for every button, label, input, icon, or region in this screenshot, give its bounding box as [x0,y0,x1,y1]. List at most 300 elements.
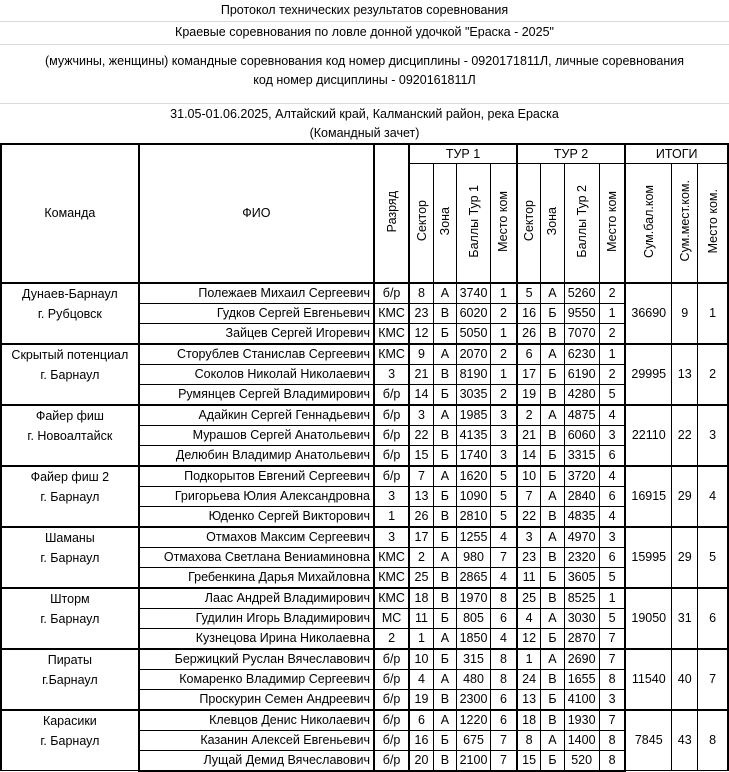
tour1-place: 1 [491,364,517,384]
athlete-rank: б/р [374,730,409,750]
tour1-zone: Б [433,608,456,628]
team-name: Пираты [47,652,93,667]
tour1-points: 1620 [456,466,490,487]
tour2-points: 6190 [564,364,599,384]
tour2-zone: В [541,547,564,567]
tour1-place: 7 [491,547,517,567]
column-header-sum-places: Сум.мест.ком. [672,163,698,283]
tour1-zone: В [433,303,456,323]
athlete-rank: б/р [374,689,409,710]
column-header-points-t1: Баллы Тур 1 [456,163,490,283]
team-name-cell [1,344,139,405]
team-name-cell [1,405,139,466]
tour1-place: 7 [491,730,517,750]
tour1-points: 3740 [456,283,490,304]
tour2-zone: Б [541,445,564,466]
team-city: г. Барнаул [40,550,100,565]
tour1-points: 2070 [456,344,490,365]
team-city: г. Барнаул [40,489,100,504]
tour2-place: 6 [599,547,625,567]
tour2-place: 3 [599,425,625,445]
tour1-points: 5050 [456,323,490,344]
tour1-place: 5 [491,506,517,527]
tour1-zone: Б [433,384,456,405]
tour1-place: 2 [491,303,517,323]
athlete-rank: б/р [374,425,409,445]
tour2-points: 3605 [564,567,599,588]
tour2-sector: 2 [517,405,541,426]
tour2-sector: 26 [517,323,541,344]
athlete-rank: 2 [374,628,409,649]
tour1-sector: 22 [409,425,433,445]
tour2-sector: 13 [517,689,541,710]
tour2-place: 7 [599,710,625,731]
tour2-sector: 8 [517,730,541,750]
tour1-sector: 18 [409,588,433,609]
athlete-rank: КМС [374,303,409,323]
tour2-place: 4 [599,405,625,426]
tour2-sector: 15 [517,750,541,771]
athlete-rank: МС [374,608,409,628]
tour1-points: 2100 [456,750,490,771]
tour2-zone: В [541,506,564,527]
column-header-totals: ИТОГИ [625,144,728,163]
athlete-name: Соколов Николай Николаевич [139,364,374,384]
tour1-zone: В [433,364,456,384]
athlete-name: Зайцев Сергей Игоревич [139,323,374,344]
team-city: г. Новоалтайск [27,428,113,443]
tour2-sector: 1 [517,649,541,670]
table-row [1,649,728,670]
tour1-sector: 19 [409,689,433,710]
athlete-rank: б/р [374,649,409,670]
tour2-points: 3030 [564,608,599,628]
discipline-codes-line1: (мужчины, женщины) командные соревнования код номер дисциплины - 0920171811Л, личные соревнования [44,54,685,68]
tour2-points: 2690 [564,649,599,670]
tour2-points: 2870 [564,628,599,649]
tour1-place: 2 [491,344,517,365]
tour2-zone: В [541,384,564,405]
tour1-points: 6020 [456,303,490,323]
tour2-zone: А [541,608,564,628]
athlete-name: Адайкин Сергей Геннадьевич [139,405,374,426]
team-name-cell [1,466,139,527]
column-header-zone-t2: Зона [541,163,564,283]
tour2-place: 2 [599,323,625,344]
tour2-place: 5 [599,384,625,405]
tour2-zone: В [541,323,564,344]
athlete-name: Лущай Демид Вячеславович [139,750,374,771]
tour2-zone: А [541,405,564,426]
tour1-place: 3 [491,405,517,426]
tour2-zone: А [541,730,564,750]
tour1-sector: 8 [409,283,433,304]
date-and-place: 31.05-01.06.2025, Алтайский край, Калманский район, река Ераска [170,107,559,121]
team-city: г. Барнаул [40,611,100,626]
table-row [1,283,728,304]
tour2-sector: 24 [517,669,541,689]
tour2-place: 2 [599,283,625,304]
tour1-points: 805 [456,608,490,628]
tour2-points: 2320 [564,547,599,567]
athlete-name: Проскурин Семен Андреевич [139,689,374,710]
athlete-rank: б/р [374,445,409,466]
tour2-points: 4970 [564,527,599,548]
team-sum-places: 22 [672,405,698,466]
column-header-sum-points: Сум.бал.ком [625,163,671,283]
athlete-name: Юденко Сергей Викторович [139,506,374,527]
tour1-place: 3 [491,425,517,445]
tour1-points: 315 [456,649,490,670]
tour2-place: 2 [599,364,625,384]
team-final-place: 8 [698,710,728,771]
athlete-name: Мурашов Сергей Анатольевич [139,425,374,445]
tour2-zone: В [541,710,564,731]
tour2-points: 520 [564,750,599,771]
tour1-place: 2 [491,384,517,405]
tour2-sector: 4 [517,608,541,628]
team-final-place: 5 [698,527,728,588]
tour2-sector: 7 [517,486,541,506]
athlete-name: Делюбин Владимир Анатольевич [139,445,374,466]
tour1-points: 1850 [456,628,490,649]
tour2-points: 9550 [564,303,599,323]
athlete-name: Клевцов Денис Николаевич [139,710,374,731]
team-name: Шторм [50,591,90,606]
tour1-sector: 25 [409,567,433,588]
column-header-fio: ФИО [139,144,374,283]
athlete-rank: 3 [374,364,409,384]
tour2-place: 1 [599,303,625,323]
team-sum-points: 19050 [625,588,671,649]
tour1-place: 1 [491,283,517,304]
team-sum-places: 40 [672,649,698,710]
tour1-zone: А [433,669,456,689]
athlete-name: Сторублев Станислав Сергеевич [139,344,374,365]
table-row [1,527,728,548]
tour2-sector: 3 [517,527,541,548]
tour2-points: 6060 [564,425,599,445]
tour1-place: 6 [491,608,517,628]
tour1-zone: В [433,689,456,710]
team-final-place: 4 [698,466,728,527]
tour1-points: 2300 [456,689,490,710]
athlete-rank: КМС [374,588,409,609]
tour2-zone: Б [541,689,564,710]
tour1-sector: 13 [409,486,433,506]
tour1-zone: Б [433,527,456,548]
tour2-points: 6230 [564,344,599,365]
tour1-zone: Б [433,649,456,670]
column-header-team: Команда [1,144,139,283]
team-sum-places: 29 [672,527,698,588]
tour2-sector: 10 [517,466,541,487]
athlete-name: Отмахов Максим Сергеевич [139,527,374,548]
competition-name: Краевые соревнования по ловле донной удочкой "Ераска - 2025" [175,25,554,39]
team-name: Карасики [42,713,97,728]
tour2-zone: Б [541,466,564,487]
team-sum-points: 36690 [625,283,671,344]
tour1-points: 2810 [456,506,490,527]
athlete-rank: б/р [374,384,409,405]
tour1-sector: 12 [409,323,433,344]
tour1-zone: В [433,506,456,527]
team-name-cell [1,527,139,588]
tour2-zone: А [541,486,564,506]
tour2-place: 7 [599,628,625,649]
athlete-name: Казанин Алексей Евгеньевич [139,730,374,750]
classification-type: (Командный зачет) [309,126,420,140]
tour2-place: 4 [599,466,625,487]
tour2-points: 3315 [564,445,599,466]
tour1-points: 675 [456,730,490,750]
team-sum-points: 7845 [625,710,671,771]
tour2-sector: 22 [517,506,541,527]
column-header-zone-t1: Зона [433,163,456,283]
tour1-zone: А [433,405,456,426]
tour1-points: 480 [456,669,490,689]
athlete-rank: б/р [374,750,409,771]
tour1-place: 4 [491,527,517,548]
tour1-sector: 26 [409,506,433,527]
team-final-place: 3 [698,405,728,466]
tour1-place: 6 [491,710,517,731]
discipline-codes-line2: код номер дисциплины - 0920161811Л [253,73,476,87]
team-name: Файер фиш 2 [30,469,110,484]
column-header-tour2: ТУР 2 [517,144,626,163]
athlete-name: Полежаев Михаил Сергеевич [139,283,374,304]
tour2-place: 3 [599,527,625,548]
tour2-zone: В [541,669,564,689]
team-name: Дунаев-Барнаул [22,286,118,301]
athlete-name: Отмахова Светлана Вениаминовна [139,547,374,567]
tour1-points: 8190 [456,364,490,384]
tour1-zone: А [433,547,456,567]
athlete-name: Гудилин Игорь Владимирович [139,608,374,628]
tour2-place: 4 [599,506,625,527]
team-city: г. Рубцовск [37,306,102,321]
tour1-place: 8 [491,649,517,670]
tour1-place: 8 [491,669,517,689]
tour2-points: 1400 [564,730,599,750]
athlete-rank: б/р [374,466,409,487]
tour1-zone: Б [433,486,456,506]
tour2-sector: 18 [517,710,541,731]
tour1-sector: 15 [409,445,433,466]
athlete-rank: 3 [374,486,409,506]
tour2-place: 6 [599,486,625,506]
tour2-sector: 5 [517,283,541,304]
tour2-sector: 14 [517,445,541,466]
tour1-sector: 11 [409,608,433,628]
tour2-points: 7070 [564,323,599,344]
tour2-place: 1 [599,588,625,609]
team-final-place: 7 [698,649,728,710]
athlete-rank: КМС [374,547,409,567]
team-city: г. Барнаул [40,367,100,382]
team-sum-places: 31 [672,588,698,649]
column-header-sector-t2: Сектор [517,163,541,283]
tour1-zone: Б [433,323,456,344]
team-sum-points: 29995 [625,344,671,405]
tour1-place: 8 [491,588,517,609]
tour1-place: 7 [491,750,517,771]
team-final-place: 2 [698,344,728,405]
tour1-zone: А [433,628,456,649]
athlete-rank: КМС [374,344,409,365]
tour1-sector: 16 [409,730,433,750]
table-row [1,588,728,609]
tour2-sector: 12 [517,628,541,649]
tour2-zone: А [541,649,564,670]
athlete-name: Гудков Сергей Евгеньевич [139,303,374,323]
tour2-sector: 21 [517,425,541,445]
tour1-points: 1985 [456,405,490,426]
tour2-sector: 11 [517,567,541,588]
tour1-points: 1970 [456,588,490,609]
tour1-sector: 17 [409,527,433,548]
tour2-points: 3720 [564,466,599,487]
athlete-name: Кузнецова Ирина Николаевна [139,628,374,649]
team-name-cell [1,283,139,344]
results-table [0,143,729,772]
tour2-sector: 17 [517,364,541,384]
athlete-rank: 1 [374,506,409,527]
team-sum-places: 9 [672,283,698,344]
tour2-place: 3 [599,689,625,710]
tour2-points: 2840 [564,486,599,506]
tour1-points: 3035 [456,384,490,405]
tour1-points: 980 [456,547,490,567]
tour2-zone: А [541,283,564,304]
tour1-sector: 9 [409,344,433,365]
tour2-place: 8 [599,669,625,689]
team-sum-points: 15995 [625,527,671,588]
column-header-place-t2: Место ком [599,163,625,283]
tour2-sector: 23 [517,547,541,567]
tour1-sector: 21 [409,364,433,384]
team-name-cell [1,710,139,771]
team-name: Скрытый потенциал [11,347,129,362]
team-final-place: 1 [698,283,728,344]
table-row [1,466,728,487]
tour2-place: 6 [599,445,625,466]
column-header-place-t1: Место ком [491,163,517,283]
tour2-zone: Б [541,567,564,588]
tour2-zone: Б [541,628,564,649]
team-sum-places: 29 [672,466,698,527]
athlete-name: Бержицкий Руслан Вячеславович [139,649,374,670]
tour1-place: 4 [491,567,517,588]
tour2-place: 8 [599,750,625,771]
tour1-points: 1090 [456,486,490,506]
tour1-points: 1255 [456,527,490,548]
team-name-cell [1,588,139,649]
column-header-team-place: Место ком. [698,163,728,283]
athlete-rank: 3 [374,527,409,548]
tour2-points: 5260 [564,283,599,304]
team-name-cell [1,649,139,710]
column-header-sector-t1: Сектор [409,163,433,283]
tour2-sector: 6 [517,344,541,365]
tour1-zone: А [433,710,456,731]
athlete-name: Комаренко Владимир Сергеевич [139,669,374,689]
tour2-place: 5 [599,608,625,628]
tour2-sector: 16 [517,303,541,323]
tour2-place: 5 [599,567,625,588]
tour1-place: 5 [491,486,517,506]
tour1-place: 1 [491,323,517,344]
tour1-place: 5 [491,466,517,487]
team-name: Файер фиш [35,408,104,423]
tour1-sector: 4 [409,669,433,689]
tour2-points: 4835 [564,506,599,527]
athlete-name: Подкорытов Евгений Сергеевич [139,466,374,487]
tour1-zone: В [433,425,456,445]
athlete-name: Гребенкина Дарья Михайловна [139,567,374,588]
tour2-sector: 25 [517,588,541,609]
tour1-zone: А [433,283,456,304]
tour1-place: 4 [491,628,517,649]
tour2-place: 8 [599,730,625,750]
tour2-place: 1 [599,344,625,365]
tour1-sector: 14 [409,384,433,405]
team-sum-points: 16915 [625,466,671,527]
tour2-points: 8525 [564,588,599,609]
team-final-place: 6 [698,588,728,649]
team-city: г. Барнаул [40,733,100,748]
tour1-sector: 6 [409,710,433,731]
tour1-zone: Б [433,445,456,466]
tour1-place: 6 [491,689,517,710]
tour1-sector: 7 [409,466,433,487]
tour1-zone: А [433,344,456,365]
tour1-sector: 3 [409,405,433,426]
team-city: г.Барнаул [42,672,98,687]
athlete-rank: б/р [374,283,409,304]
protocol-title: Протокол технических результатов соревнования [220,3,509,17]
tour1-zone: В [433,750,456,771]
team-sum-points: 22110 [625,405,671,466]
team-name: Шаманы [44,530,95,545]
tour1-zone: Б [433,730,456,750]
table-row [1,344,728,365]
team-sum-places: 13 [672,344,698,405]
tour2-zone: В [541,425,564,445]
athlete-rank: б/р [374,710,409,731]
athlete-rank: КМС [374,323,409,344]
tour2-zone: Б [541,750,564,771]
team-sum-places: 43 [672,710,698,771]
column-header-points-t2: Баллы Тур 2 [564,163,599,283]
athlete-rank: б/р [374,669,409,689]
column-header-tour1: ТУР 1 [409,144,517,163]
tour1-place: 3 [491,445,517,466]
tour1-points: 4135 [456,425,490,445]
tour1-sector: 1 [409,628,433,649]
tour1-zone: А [433,466,456,487]
tour2-zone: В [541,588,564,609]
table-row [1,405,728,426]
tour2-points: 4280 [564,384,599,405]
tour1-points: 1220 [456,710,490,731]
tour1-sector: 20 [409,750,433,771]
athlete-name: Григорьева Юлия Александровна [139,486,374,506]
athlete-name: Румянцев Сергей Владимирович [139,384,374,405]
athlete-name: Лаас Андрей Владимирович [139,588,374,609]
table-row [1,710,728,731]
tour1-points: 2865 [456,567,490,588]
